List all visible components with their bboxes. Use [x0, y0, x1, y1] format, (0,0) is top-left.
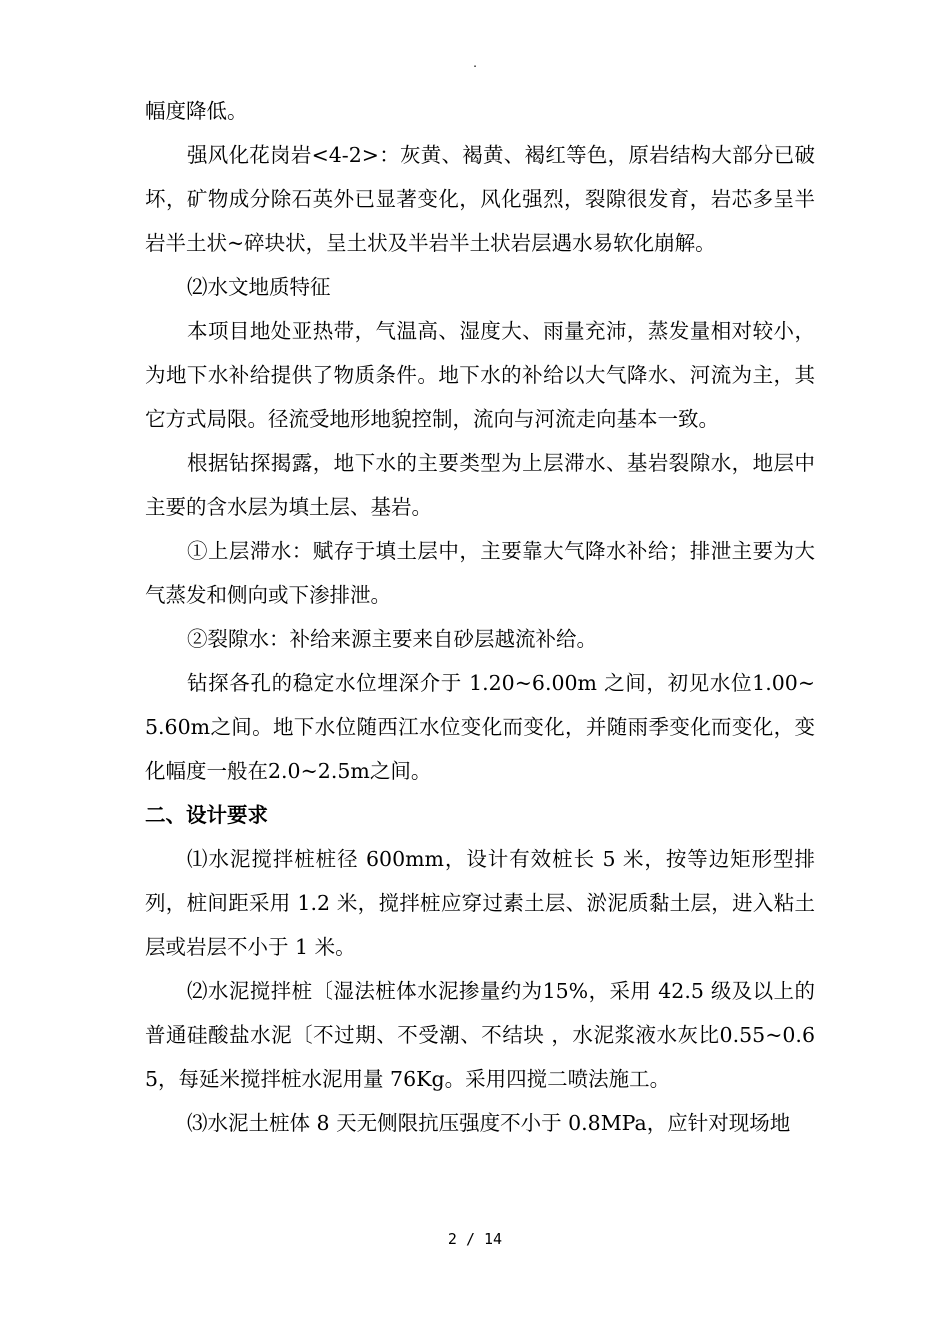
section-heading-design-requirements: 二、设计要求 [145, 803, 268, 827]
paragraph-compressive-strength: ⑶水泥土桩体 8 天无侧限抗压强度不小于 0.8MPa，应针对现场地 [187, 1111, 791, 1135]
paragraph-perched-water: ①上层滞水：赋存于填土层中，主要靠大气降水补给；排泄主要为大气蒸发和侧向或下渗排泄。 [145, 539, 815, 607]
paragraph-fissure-water: ②裂隙水：补给来源主要来自砂层越流补给。 [187, 627, 597, 651]
paragraph-groundwater-types: 根据钻探揭露，地下水的主要类型为上层滞水、基岩裂隙水，地层中主要的含水层为填土层、基岩。 [145, 451, 815, 519]
paragraph-pile-diameter: ⑴水泥搅拌桩桩径 600mm，设计有效桩长 5 米，按等边矩形型排列，桩间距采用 1.2 米，搅拌桩应穿过素土层、淤泥质黏土层，进入粘土层或岩层不小于 1 米。 [145, 847, 815, 959]
subheading-hydrogeology: ⑵水文地质特征 [187, 275, 331, 299]
document-body [145, 89, 815, 1145]
page-number: 2 / 14 [447, 1230, 503, 1248]
paragraph-weathered-granite: 强风化花岗岩<4-2>：灰黄、褐黄、褐红等色，原岩结构大部分已破坏，矿物成分除石英外已显著变化，风化强烈，裂隙很发育，岩芯多呈半岩半土状~碎块状，呈土状及半岩半土状岩层遇水易软化崩解。 [145, 143, 815, 255]
paragraph-water-level: 钻探各孔的稳定水位埋深介于 1.20~6.00m 之间，初见水位1.00~5.60m之间。地下水位随西江水位变化而变化，并随雨季变化而变化，变化幅度一般在2.0~2.5m之间。 [145, 671, 815, 783]
header-mark: . [473, 56, 477, 70]
paragraph-climate: 本项目地处亚热带，气温高、湿度大、雨量充沛，蒸发量相对较小，为地下水补给提供了物质条件。地下水的补给以大气降水、河流为主，其它方式局限。径流受地形地貌控制，流向与河流走向基本一致。 [145, 319, 815, 431]
paragraph-cement-mix: ⑵水泥搅拌桩〔湿法桩体水泥掺量约为15%，采用 42.5 级及以上的普通硅酸盐水泥〔不过期、不受潮、不结块 ，水泥浆液水灰比0.55~0.65，每延米搅拌桩水泥用量 76Kg。采用四搅二喷法施工。 [145, 979, 815, 1091]
paragraph-continuation: 幅度降低。 [145, 99, 248, 123]
